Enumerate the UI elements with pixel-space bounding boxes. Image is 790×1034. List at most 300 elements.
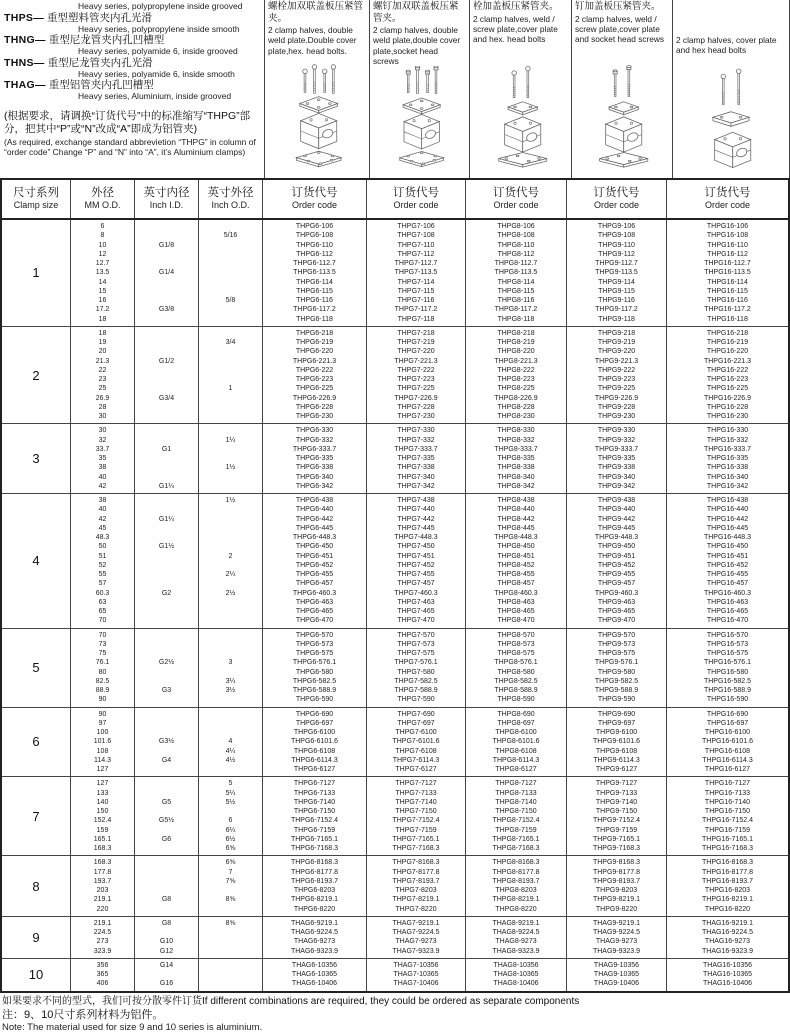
mm-od-cell	[70, 777, 134, 855]
order-code: THAG16-10406	[702, 980, 753, 988]
mm-od-cell	[70, 959, 134, 991]
order-code-cell	[666, 424, 788, 493]
order-code: THPG6-8220	[293, 905, 336, 913]
order-code: THPG6-342	[295, 482, 334, 490]
order-code: THAG7-10356	[393, 961, 439, 969]
header-label-en: Order code	[593, 200, 640, 210]
order-code: THPG7-588.9	[394, 687, 438, 694]
order-code: THPG8-690	[497, 710, 535, 718]
inch-od-cell	[198, 959, 262, 991]
inch-od-value	[199, 533, 262, 542]
variant-description-en: 2 clamp halves, weld / screw plate,cover plate and hex. head bolts	[473, 13, 558, 45]
order-code: THPG6-697	[295, 719, 334, 727]
order-code: THPG8-113.5	[494, 269, 538, 277]
mm-od-cell	[70, 494, 134, 628]
order-code: THPG9-116	[598, 297, 635, 304]
inch-id-value	[135, 412, 198, 421]
variant-title-zh: 钉加盖板压紧管夹。	[575, 1, 661, 12]
order-code: THPG7-450	[397, 543, 435, 551]
order-code: THPG8-452	[497, 561, 535, 569]
order-code: THPG7-440	[397, 506, 435, 514]
variant-description-en: 2 clamp halves, cover plate and hex head bolts	[676, 35, 777, 56]
order-code: THPG9-117.2	[595, 306, 638, 314]
order-code: THPG16-342	[706, 482, 749, 490]
order-code: THPG7-333.7	[394, 445, 438, 453]
size-group	[2, 493, 788, 628]
order-code: THPG9-222	[597, 366, 636, 374]
header-label-zh: 订货代号	[704, 187, 751, 199]
table-header-row	[2, 180, 788, 220]
order-code: THPG9-228	[597, 403, 636, 411]
order-code: THPG8-7159	[495, 826, 537, 834]
inch-od-value	[199, 259, 262, 268]
order-code: THPG6-7127	[293, 780, 336, 788]
mm-od-value: 16	[98, 297, 107, 304]
order-code: THPG16-7150	[704, 808, 751, 815]
variant-column	[571, 0, 672, 178]
order-code: THPG8-590	[497, 696, 535, 704]
order-code: THPG7-6101.6	[392, 738, 440, 746]
order-code: THPG16-6114.3	[702, 756, 753, 764]
order-code: THPG9-110	[598, 241, 635, 249]
order-code: THPG9-8168.3	[592, 859, 641, 867]
order-code-cell	[465, 708, 566, 777]
header-label-zh: 英寸外径	[207, 187, 254, 199]
inch-od-value: 8⅝	[225, 919, 236, 927]
series-code: THAG—	[4, 79, 46, 91]
mm-od-value: 273	[96, 938, 109, 946]
order-code: THPG8-230	[497, 413, 535, 420]
inch-od-value	[199, 473, 262, 482]
inch-id-value	[135, 640, 198, 649]
mm-od-value: 114.3	[94, 756, 111, 764]
order-code-cell	[262, 777, 366, 855]
inch-id-value	[135, 403, 198, 412]
order-code-cell	[366, 917, 465, 958]
order-code: THPG6-451	[295, 552, 334, 560]
inch-id-value	[135, 747, 198, 756]
inch-id-value	[135, 807, 198, 816]
order-code: THPG7-445	[397, 524, 435, 532]
footer-combination-note: 如果要求不同的型式，我们可按分散零件订货If different combinations are required, they could be ordered as separate components	[2, 995, 580, 1007]
inch-id-value	[135, 296, 198, 305]
order-code: THPG16-108	[706, 232, 749, 240]
mm-od-value: 30	[98, 413, 107, 420]
mm-od-value: 133	[96, 789, 109, 797]
order-code: THPG9-112	[598, 250, 635, 258]
order-code: THPG8-7133	[495, 789, 537, 797]
order-code: THPG16-116	[707, 297, 748, 304]
size-group	[2, 423, 788, 493]
order-code: THPG7-225	[397, 385, 435, 393]
order-code: THAG7-10406	[393, 980, 439, 988]
order-code: THPG8-697	[497, 719, 535, 727]
order-code: THPG16-219	[706, 339, 749, 346]
order-code: THPG7-7159	[395, 826, 437, 834]
order-code: THPG9-223	[597, 376, 636, 383]
mm-od-cell	[70, 327, 134, 424]
order-code-cell	[465, 494, 566, 628]
mm-od-value: 8	[100, 232, 105, 240]
order-code-cell	[666, 856, 788, 916]
mm-od-value: 33.7	[95, 445, 110, 453]
inch-od-value: 5	[228, 780, 233, 788]
order-code: THPG8-115	[497, 287, 535, 295]
clamp-size-cell: 10	[28, 967, 44, 983]
order-code-cell	[566, 629, 666, 707]
inch-id-value: G1/4	[158, 269, 175, 277]
order-code: THPG6-338	[295, 464, 334, 472]
mm-od-value: 40	[98, 506, 107, 514]
order-code: THPG6-470	[295, 617, 334, 625]
order-code: THAG9-10365	[593, 971, 640, 978]
variant-column	[369, 0, 469, 178]
order-code: THPG16-7127	[704, 780, 751, 788]
inch-id-value	[135, 329, 198, 338]
order-code: THPG16-7133	[704, 789, 751, 797]
order-code: THPG9-221.3	[594, 357, 639, 365]
order-code: THPG9-451	[597, 552, 636, 560]
mm-od-value: 18	[98, 329, 107, 337]
order-code: THPG16-470	[706, 617, 749, 625]
inch-od-value	[199, 607, 262, 616]
order-code: THPG8-226.9	[494, 394, 538, 402]
mm-od-value: 38	[98, 497, 107, 504]
order-code: THPG7-106	[397, 223, 435, 230]
mm-od-value: 45	[98, 524, 107, 532]
order-code: THPG9-7168.3	[592, 845, 641, 852]
mm-od-value: 22	[98, 366, 107, 374]
order-code: THPG9-470	[597, 617, 636, 625]
order-code: THPG6-580	[295, 668, 334, 676]
order-code: THPG8-6100	[495, 729, 537, 736]
order-code: THPG8-8193.7	[492, 877, 540, 885]
order-code: THPG9-448.3	[594, 534, 639, 541]
inch-od-value	[199, 905, 262, 914]
order-code: THPG7-452	[397, 561, 435, 569]
mm-od-value: 73	[98, 640, 107, 648]
inch-id-value: G1/8	[158, 241, 175, 249]
order-code: THPG9-445	[597, 524, 636, 532]
order-code: THPG16-340	[706, 473, 749, 481]
inch-id-value	[135, 719, 198, 728]
mm-od-value: 76.1	[95, 659, 110, 667]
inch-od-value	[199, 329, 262, 338]
mm-od-value: 220	[96, 905, 109, 913]
series-name-zh: 重型塑料管夹内孔光滑	[47, 11, 153, 24]
mm-od-value: 20	[98, 348, 107, 356]
inch-id-value	[135, 789, 198, 798]
mm-od-value: 88.9	[95, 687, 110, 694]
mm-od-value: 70	[98, 631, 107, 639]
order-code-cell	[566, 777, 666, 855]
order-code: THPG6-330	[295, 427, 334, 435]
mm-od-value: 48.3	[95, 534, 110, 541]
inch-od-value	[199, 961, 262, 970]
series-name-en: Heavy series, polypropylene inside grooved	[78, 1, 243, 11]
inch-id-value	[135, 505, 198, 514]
header-label-en: Order code	[291, 200, 338, 210]
order-code-cell	[666, 220, 788, 326]
inch-od-value: 5/16	[223, 232, 238, 240]
mm-od-cell	[70, 917, 134, 958]
order-code: THPG7-7133	[395, 789, 437, 797]
four-hex-bolt-clamp-assembly-icon	[274, 64, 360, 174]
order-code: THPG16-338	[706, 464, 749, 472]
order-code: THPG8-582.5	[494, 677, 538, 685]
order-code: THPG6-582.5	[292, 677, 337, 685]
mm-od-cell	[70, 220, 134, 326]
order-code: THPG6-442	[295, 515, 334, 523]
order-code: THPG6-8219.1	[290, 896, 339, 904]
order-code: THPG16-112	[707, 250, 748, 258]
variant-description-en: 2 clamp halves, double weld plate.Double cover plate,hex. head bolts.	[268, 25, 357, 56]
mm-od-cell	[70, 629, 134, 707]
mm-od-value: 108	[96, 747, 109, 755]
order-code: THPG9-6114.3	[593, 756, 640, 764]
order-code: THPG8-220	[497, 348, 535, 356]
order-code: THPG6-220	[295, 348, 334, 356]
order-code-cell	[366, 424, 465, 493]
order-code: THPG9-463	[597, 598, 636, 606]
order-code: THPG8-457	[497, 580, 535, 588]
order-code: THPG16-580	[706, 668, 749, 676]
order-code: THPG8-332	[497, 436, 535, 444]
order-code: THPG7-570	[397, 631, 435, 639]
series-code: THNS—	[4, 56, 45, 69]
order-code-cell	[566, 708, 666, 777]
order-code: THPG9-335	[597, 455, 636, 462]
size-group	[2, 707, 788, 777]
order-code: THPG9-455	[597, 571, 636, 578]
inch-od-value	[199, 928, 262, 937]
inch-id-value: G2	[161, 589, 172, 597]
order-code: THPG8-222	[497, 366, 535, 374]
order-code: THPG7-442	[397, 515, 435, 523]
inch-od-value	[199, 561, 262, 570]
clamp-size-cell: 9	[32, 929, 40, 945]
order-code: THPG8-330	[497, 427, 535, 435]
order-code: THPG6-452	[295, 561, 334, 569]
header-order-code	[566, 180, 666, 218]
inch-od-cell	[198, 220, 262, 326]
order-code: THPG8-340	[497, 473, 535, 481]
order-code: THPG9-118	[598, 315, 635, 323]
order-code: THPG8-588.9	[494, 687, 538, 694]
order-code: THPG8-342	[497, 482, 535, 490]
order-code: THPG9-6100	[595, 729, 638, 736]
header-label-en: MM O.D.	[84, 200, 121, 210]
inch-od-value: 2¼	[225, 571, 236, 578]
inch-id-value	[135, 607, 198, 616]
order-code: THAG9-9273	[595, 938, 638, 946]
mm-od-value: 127	[96, 766, 109, 773]
order-code-cell	[666, 494, 788, 628]
order-code: THPG7-221.3	[394, 357, 438, 365]
inch-id-value: G3½	[158, 738, 175, 746]
order-code: THAG7-9224.5	[392, 929, 440, 936]
order-code: THPG6-117.2	[293, 306, 336, 314]
inch-id-value	[135, 616, 198, 625]
order-code: THPG8-7140	[495, 798, 537, 806]
order-code: THPG8-118	[497, 315, 535, 323]
order-code: THPG16-6101.6	[702, 738, 753, 746]
order-code: THPG6-570	[295, 631, 334, 639]
mm-od-value: 168.3	[93, 859, 112, 867]
order-code: THPG9-112.7	[595, 260, 638, 267]
order-code: THPG16-463	[706, 598, 749, 606]
order-code: THAG6-10365	[291, 971, 338, 978]
header-order-code	[262, 180, 366, 218]
order-code: THPG6-118	[296, 315, 333, 323]
order-code: THPG7-455	[397, 571, 435, 578]
order-code: THPG9-8193.7	[592, 877, 641, 885]
order-code: THAG16-9219.1	[702, 919, 753, 927]
order-code: THPG9-114	[598, 278, 635, 286]
inch-id-cell	[134, 327, 198, 424]
order-code-cell	[262, 220, 366, 326]
size-group	[2, 326, 788, 424]
order-code: THPG9-219	[597, 339, 636, 346]
inch-od-value	[199, 241, 262, 250]
variant-title-zh: 螺栓加双联盖板压紧管夹。	[268, 1, 364, 24]
order-code-cell	[366, 959, 465, 991]
size-group	[2, 916, 788, 958]
order-code: THAG6-9323.9	[290, 947, 339, 955]
order-code: THPG9-106	[597, 223, 636, 230]
order-code: THPG16-115	[707, 287, 748, 295]
order-code: THPG7-338	[397, 464, 435, 472]
inch-id-cell	[134, 777, 198, 855]
order-code: THPG7-6100	[395, 729, 437, 736]
order-code: THPG7-6127	[395, 766, 437, 773]
mm-od-value: 19	[98, 339, 107, 346]
mm-od-value: 177.8	[93, 868, 112, 876]
order-code: THPG9-590	[597, 696, 636, 704]
order-code: THPG7-6108	[395, 747, 437, 755]
order-code: THPG7-116	[397, 297, 435, 304]
order-code: THPG7-590	[397, 696, 435, 704]
order-code: THPG8-455	[497, 571, 535, 578]
inch-id-value	[135, 347, 198, 356]
order-code: THPG6-6101.6	[290, 738, 339, 746]
inch-id-value: G4	[161, 756, 172, 764]
order-code-cell	[366, 708, 465, 777]
order-code: THPG9-7152.4	[592, 817, 641, 825]
order-code-cell	[262, 424, 366, 493]
inch-od-cell	[198, 629, 262, 707]
order-code: THPG6-7168.3	[290, 845, 339, 852]
series-code: THPS—	[4, 11, 45, 24]
order-code: THPG16-8193.7	[702, 877, 753, 885]
variant-column	[264, 0, 369, 178]
inch-od-value: 5½	[225, 798, 236, 806]
order-code: THPG16-118	[707, 315, 748, 323]
order-code: THPG16-448.3	[703, 534, 752, 541]
order-code: THPG7-8193.7	[392, 877, 440, 885]
order-code: THPG9-7133	[595, 789, 638, 797]
inch-od-value	[199, 640, 262, 649]
inch-id-value	[135, 598, 198, 607]
inch-od-value: 6½	[225, 835, 236, 843]
inch-id-value	[135, 844, 198, 853]
order-code-cell	[666, 777, 788, 855]
inch-id-cell	[134, 917, 198, 958]
order-code: THPG16-582.5	[703, 677, 752, 685]
inch-od-value: 3/4	[225, 339, 236, 346]
inch-od-cell	[198, 494, 262, 628]
order-code: THPG8-218	[497, 329, 535, 337]
order-code: THPG7-7168.3	[392, 845, 440, 852]
inch-id-value	[135, 259, 198, 268]
footer-notes	[0, 993, 790, 1034]
series-name-en: Heavy series, polyamide 6, inside grooved	[78, 46, 238, 56]
inch-id-value	[135, 695, 198, 704]
order-code: THPG6-575	[295, 650, 334, 657]
inch-id-value	[135, 631, 198, 640]
order-code: THPG8-580	[497, 668, 535, 676]
order-code-cell	[366, 327, 465, 424]
order-code: THPG16-7159	[704, 826, 751, 834]
inch-od-value	[199, 649, 262, 658]
inch-id-value	[135, 668, 198, 677]
inch-id-value: G1	[161, 445, 172, 453]
series-name-zh: 重型铝管夹内孔凹槽型	[48, 79, 154, 91]
order-code: THAG6-9273	[293, 938, 336, 946]
order-code: THPG8-112	[497, 250, 535, 258]
order-code-cell	[262, 629, 366, 707]
order-code: THPG9-7127	[595, 780, 638, 788]
order-code: THPG7-115	[397, 287, 435, 295]
mm-od-value: 82.5	[95, 677, 110, 685]
order-code: THPG9-8219.1	[592, 896, 641, 904]
mm-od-value: 40	[98, 473, 107, 481]
order-code: THPG9-575	[597, 650, 636, 657]
inch-od-value: 5¼	[225, 789, 236, 797]
order-code: THPG9-576.1	[594, 659, 639, 667]
order-code: THPG6-690	[295, 710, 334, 718]
order-code: THAG8-9219.1	[492, 919, 540, 927]
order-code: THAG8-10406	[493, 980, 539, 988]
order-code: THPG16-220	[706, 348, 749, 356]
order-code: THPG16-223	[706, 376, 749, 383]
order-code: THPG6-219	[295, 339, 334, 346]
inch-id-value	[135, 463, 198, 472]
inch-od-value: 6	[228, 817, 233, 825]
inch-id-value	[135, 250, 198, 259]
clamp-size-cell: 4	[32, 553, 40, 569]
order-code: THPG16-332	[706, 436, 749, 444]
order-code: THPG9-226.9	[594, 394, 639, 402]
inch-id-value	[135, 375, 198, 384]
header-label-en: Inch O.D.	[211, 200, 250, 210]
order-code: THPG7-226.9	[394, 394, 438, 402]
mm-od-value: 97	[98, 719, 107, 727]
inch-od-value	[199, 482, 262, 491]
order-code-cell	[566, 327, 666, 424]
order-code: THPG16-221.3	[703, 357, 752, 365]
inch-id-cell	[134, 629, 198, 707]
order-code: THPG7-460.3	[394, 589, 438, 597]
order-code: THPG9-438	[597, 497, 636, 504]
inch-id-cell	[134, 856, 198, 916]
order-code: THPG8-112.7	[494, 260, 538, 267]
order-code-cell	[666, 917, 788, 958]
order-code: THPG8-7127	[495, 780, 537, 788]
order-code-cell	[465, 917, 566, 958]
inch-id-value: G5	[161, 798, 172, 806]
order-code: THPG6-465	[295, 608, 334, 615]
